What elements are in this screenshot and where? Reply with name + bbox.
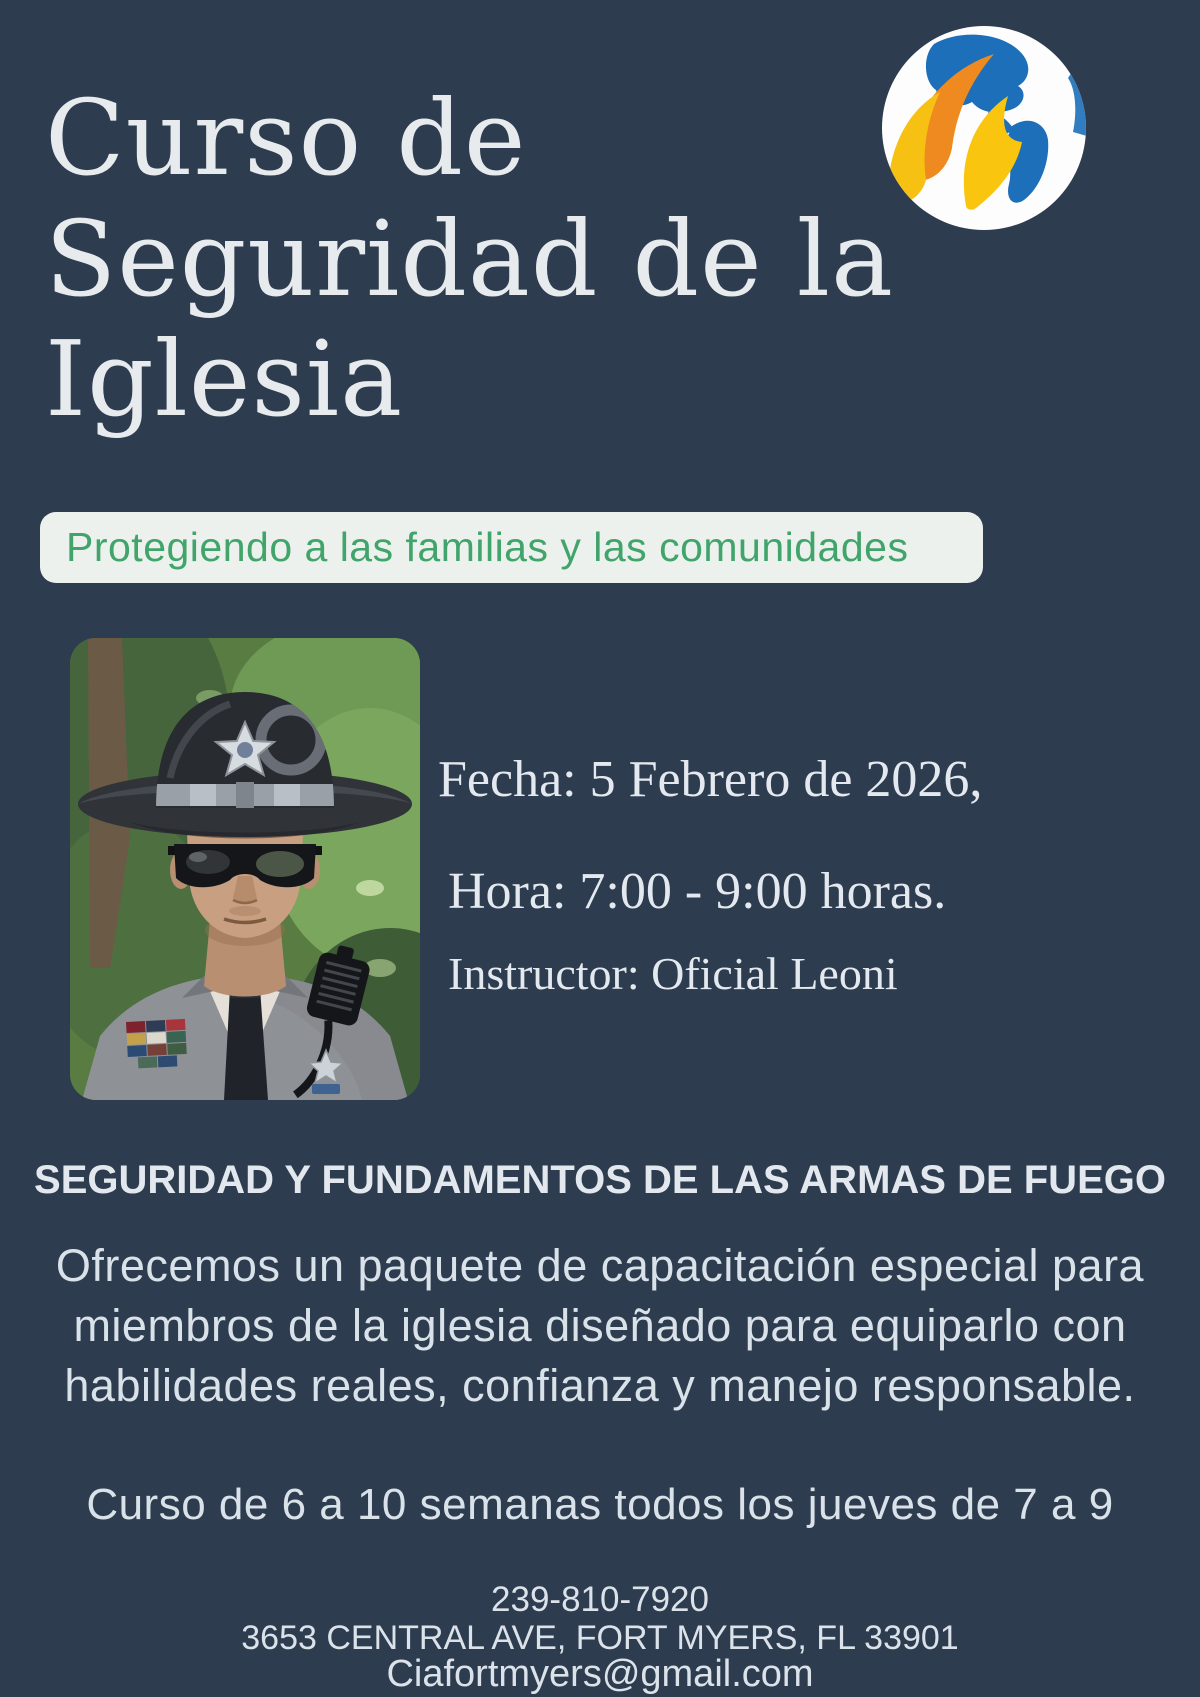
tagline-badge bbox=[40, 512, 983, 583]
schedule-line: Curso de 6 a 10 semanas todos los jueves de 7 a 9 bbox=[86, 1480, 1114, 1529]
contact-email: Ciafortmyers@gmail.com bbox=[386, 1653, 814, 1695]
page-title bbox=[45, 78, 894, 440]
section-heading: SEGURIDAD Y FUNDAMENTOS DE LAS ARMAS DE FUEGO bbox=[34, 1158, 1166, 1202]
date-line: Fecha: 5 Febrero de 2026, bbox=[438, 751, 983, 808]
tagline-text: Protegiendo a las familias y las comunidades bbox=[66, 524, 909, 570]
officer-portrait-illustration bbox=[70, 638, 420, 1100]
description-paragraph: Ofrecemos un paquete de capacitación especial para miembros de la iglesia diseñado para equiparlo con habilidades reales, confianza y manejo responsable. bbox=[55, 1240, 1145, 1411]
page-title-line-2: Seguridad de la bbox=[45, 197, 894, 320]
contact-phone: 239-810-7920 bbox=[491, 1580, 709, 1619]
instructor-photo bbox=[70, 638, 420, 1100]
contact-address: 3653 CENTRAL AVE, FORT MYERS, FL 33901 bbox=[241, 1619, 959, 1657]
time-line: Hora: 7:00 - 9:00 horas. bbox=[448, 863, 947, 920]
instructor-line: Instructor: Oficial Leoni bbox=[448, 948, 898, 999]
page-title-line-1: Curso de bbox=[45, 77, 527, 199]
page-title-line-3: Iglesia bbox=[45, 318, 404, 441]
globe-americas-logo-icon bbox=[878, 22, 1090, 234]
organization-logo bbox=[878, 22, 1090, 234]
